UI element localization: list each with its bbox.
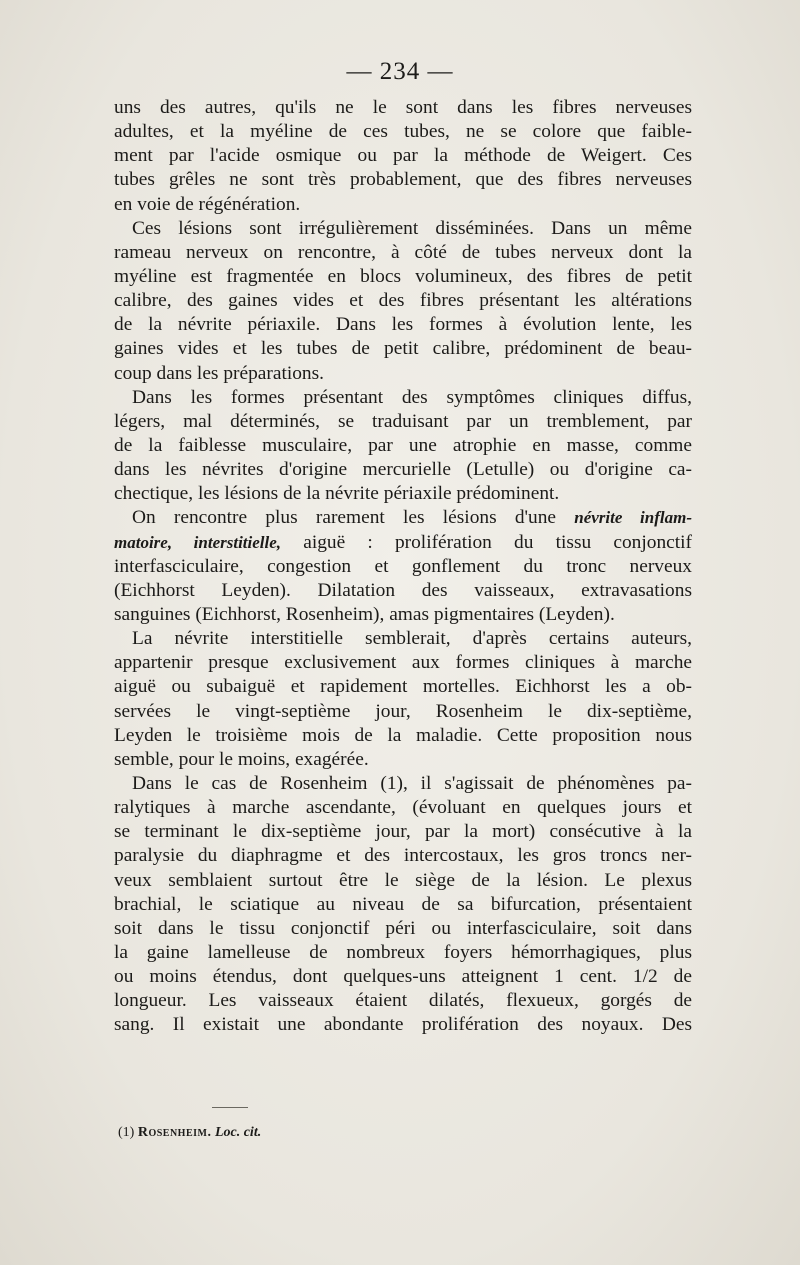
text-line — [114, 241, 692, 265]
footnote — [118, 1125, 261, 1141]
footnote-author: Rosenheim. — [137, 1125, 212, 1140]
line-text: ment par l'acide osmique ou par la méthode de Weigert. Ces — [114, 145, 692, 167]
line-text: veux semblaient surtout être le siège de la lésion. Le plexus — [114, 869, 692, 891]
text-line — [114, 917, 692, 941]
line-text: Dans les formes présentant des symptômes cliniques diffus, — [132, 386, 692, 408]
line-text: sang. Il existait une abondante prolifération des noyaux. Des — [114, 1014, 692, 1036]
line-text: myéline est fragmentée en blocs volumineux, des fibres de petit — [114, 265, 692, 287]
line-text: La névrite interstitielle semblerait, d'après certains auteurs, — [132, 628, 692, 650]
line-text: gaines vides et les tubes de petit calibre, prédominent de beau- — [114, 338, 692, 360]
text-line — [114, 482, 692, 506]
text-line — [114, 193, 692, 217]
line-text: calibre, des gaines vides et des fibres présentant les altérations — [114, 290, 692, 312]
text-line — [114, 458, 692, 482]
line-text: coup dans les préparations. — [114, 362, 325, 384]
text-line — [114, 217, 692, 241]
text-line — [114, 844, 692, 868]
text-line — [114, 893, 692, 917]
text-line — [114, 120, 692, 144]
text-line — [114, 820, 692, 844]
text-line — [114, 627, 692, 651]
footnote-marker: (1) — [118, 1125, 135, 1140]
text-line — [114, 869, 692, 893]
line-text: paralysie du diaphragme et des intercostaux, les gros troncs ner- — [114, 845, 692, 867]
text-line — [114, 386, 692, 410]
text-line — [114, 675, 692, 699]
body-text — [114, 96, 692, 1037]
line-text: dans les névrites d'origine mercurielle (Letulle) ou d'origine ca- — [114, 459, 692, 481]
text-line — [114, 337, 692, 361]
text-line — [114, 1013, 692, 1037]
text-line — [114, 989, 692, 1013]
line-text: appartenir presque exclusivement aux formes cliniques à marche — [114, 652, 692, 674]
line-text: rameau nerveux on rencontre, à côté de tubes nerveux dont la — [114, 241, 692, 263]
text-line — [114, 362, 692, 386]
line-text: Leyden le troisième mois de la maladie. Cette proposition nous — [114, 724, 692, 746]
text-line — [114, 603, 692, 627]
text-line — [114, 506, 692, 530]
text-line — [114, 724, 692, 748]
emphasis-text: névrite inflam- — [574, 508, 692, 528]
line-text: sanguines (Eichhorst, Rosenheim), amas pigmentaires (Leyden). — [114, 603, 615, 625]
text-line — [114, 579, 692, 603]
line-text: tubes grêles ne sont très probablement, que des fibres nerveuses — [114, 169, 692, 191]
page-number: — 234 — — [346, 58, 454, 85]
line-text: chectique, les lésions de la névrite périaxile prédominent. — [114, 483, 560, 505]
line-text: la gaine lamelleuse de nombreux foyers hémorrhagiques, plus — [114, 941, 692, 963]
line-text: On rencontre plus rarement les lésions d'une — [132, 507, 557, 529]
line-text: aiguë : prolifération du tissu conjonctif — [281, 531, 692, 553]
line-text: ralytiques à marche ascendante, (évoluant en quelques jours et — [114, 797, 692, 819]
line-text: brachial, le sciatique au niveau de sa bifurcation, présentaient — [114, 893, 692, 915]
text-line — [114, 651, 692, 675]
text-line — [114, 434, 692, 458]
line-text: légers, mal déterminés, se traduisant par un tremblement, par — [114, 410, 692, 432]
text-line — [114, 144, 692, 168]
text-line — [114, 941, 692, 965]
line-text: ou moins étendus, dont quelques-uns atteignent 1 cent. 1/2 de — [114, 966, 692, 988]
line-text: longueur. Les vaisseaux étaient dilatés, flexueux, gorgés de — [114, 990, 692, 1012]
line-text: se terminant le dix-septième jour, par la mort) consécutive à la — [114, 821, 692, 843]
line-text: aiguë ou subaiguë et rapidement mortelles. Eichhorst les a ob- — [114, 676, 692, 698]
text-line — [114, 96, 692, 120]
line-text: uns des autres, qu'ils ne le sont dans les fibres nerveuses — [114, 97, 692, 118]
footnote-rule — [212, 1107, 248, 1108]
line-text: Dans le cas de Rosenheim (1), il s'agissait de phénomènes pa- — [132, 772, 692, 794]
line-text: interfasciculaire, congestion et gonflement du tronc nerveux — [114, 555, 692, 577]
text-line — [114, 265, 692, 289]
line-text: de la faiblesse musculaire, par une atrophie en masse, comme — [114, 434, 692, 456]
line-text: de la névrite périaxile. Dans les formes à évolution lente, les — [114, 314, 692, 336]
line-text: semble, pour le moins, exagérée. — [114, 748, 369, 770]
text-line — [114, 700, 692, 724]
text-line — [114, 555, 692, 579]
text-line — [114, 168, 692, 192]
line-text: en voie de régénération. — [114, 193, 301, 215]
line-text: soit dans le tissu conjonctif péri ou interfasciculaire, soit dans — [114, 917, 692, 939]
text-line — [114, 796, 692, 820]
line-text: Ces lésions sont irrégulièrement disséminées. Dans un même — [132, 217, 692, 239]
text-line — [114, 289, 692, 313]
text-line — [114, 531, 692, 555]
emphasis-text: matoire, interstitielle, — [114, 532, 282, 552]
line-text: servées le vingt-septième jour, Rosenheim le dix-septième, — [114, 700, 692, 722]
text-line — [114, 965, 692, 989]
line-text: (Eichhorst Leyden). Dilatation des vaisseaux, extravasations — [114, 579, 692, 601]
text-line — [114, 772, 692, 796]
text-line — [114, 313, 692, 337]
footnote-reference: Loc. cit. — [214, 1125, 262, 1140]
text-line — [114, 748, 692, 772]
line-text: adultes, et la myéline de ces tubes, ne se colore que faible- — [114, 121, 692, 143]
text-line — [114, 410, 692, 434]
